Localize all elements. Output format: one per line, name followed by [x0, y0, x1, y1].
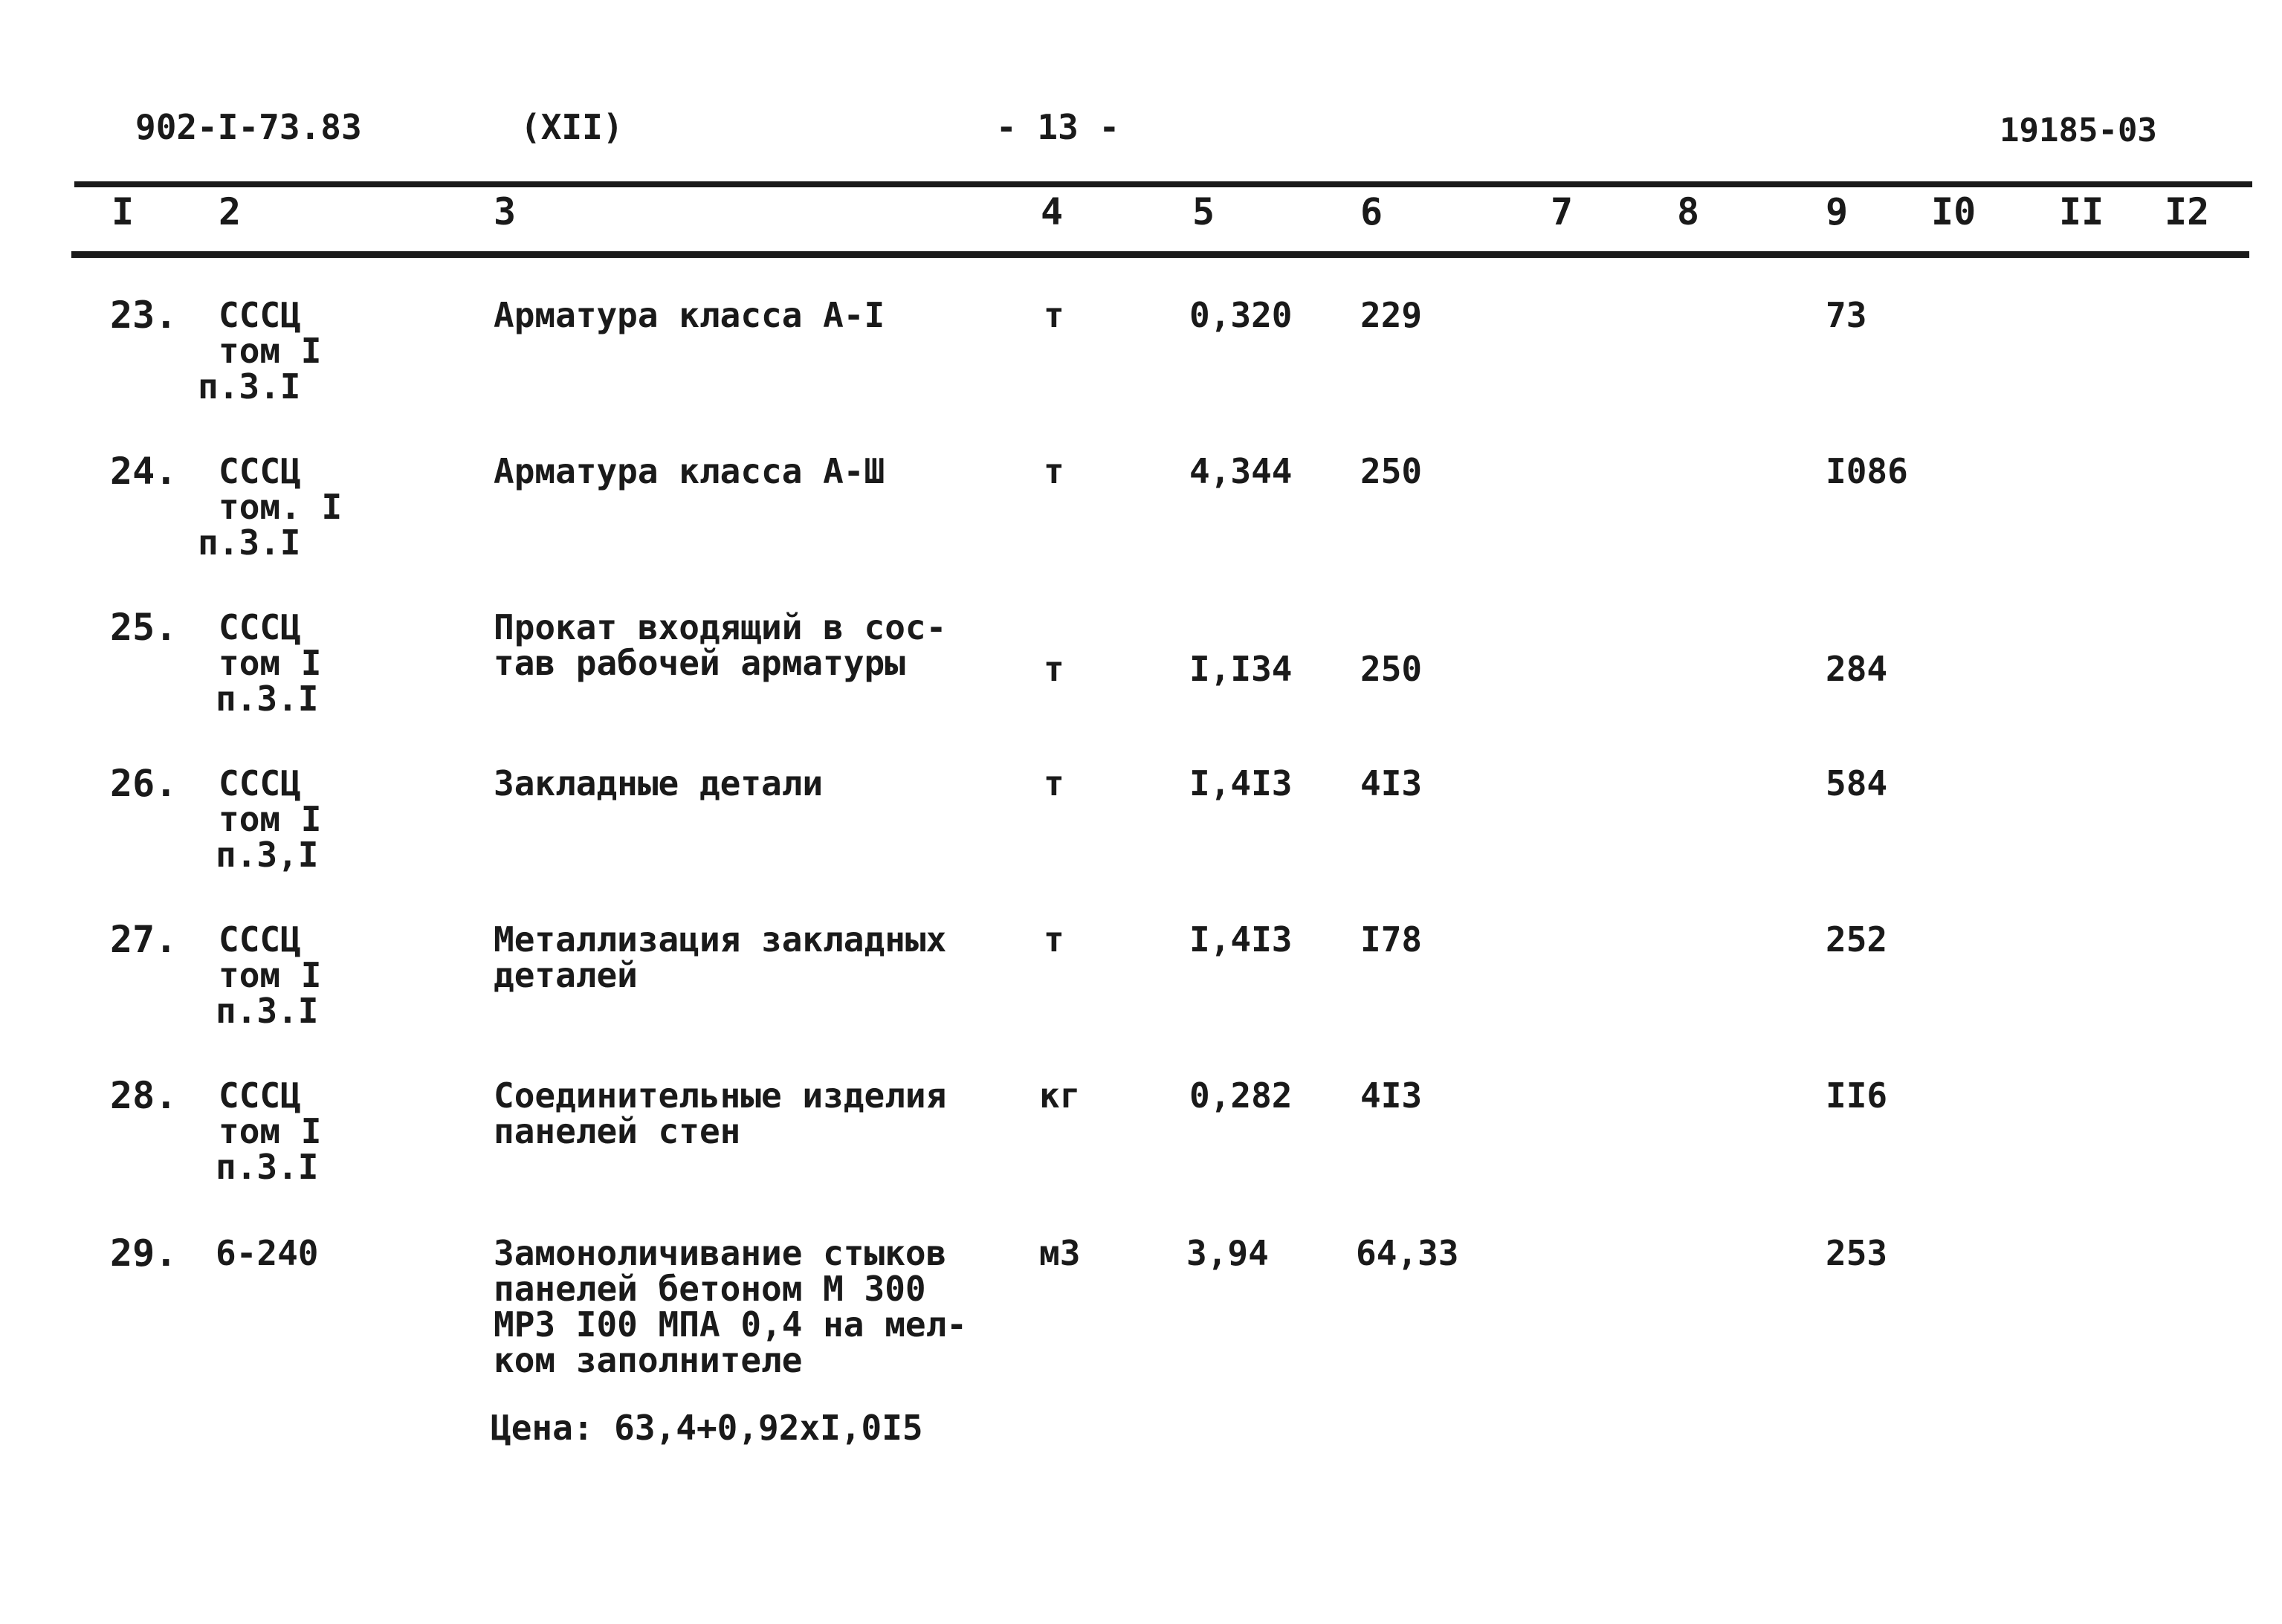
description-cell	[494, 763, 824, 803]
reference-cell	[216, 1075, 322, 1187]
description-line: МРЗ I00 МПА 0,4 на мел-	[494, 1304, 967, 1345]
unit-price-cell: I78	[1360, 919, 1423, 960]
unit-cell: т	[1044, 295, 1064, 335]
reference-line: том I	[219, 955, 322, 995]
description-line: Металлизация закладных	[494, 919, 947, 960]
reference-line: том I	[219, 331, 322, 371]
reference-cell	[198, 295, 322, 407]
column-header: 7	[1551, 190, 1574, 233]
column-header: 2	[219, 190, 242, 233]
column-header: I0	[1931, 190, 1976, 233]
page-number: - 13 -	[996, 107, 1120, 147]
reference-line: том. I	[219, 487, 343, 527]
description-line: Арматура класса А-I	[494, 295, 885, 335]
reference-line: том I	[219, 799, 322, 839]
unit-price-cell: 4I3	[1360, 763, 1423, 803]
price-note: Цена: 63,4+0,92хI,0I5	[491, 1408, 923, 1448]
row-number: 29.	[110, 1232, 178, 1275]
reference-line: СССЦ	[219, 607, 301, 647]
column-header: 4	[1041, 190, 1064, 233]
column-header: 6	[1360, 190, 1383, 233]
description-cell	[494, 609, 946, 681]
total-cell: 253	[1826, 1233, 1888, 1273]
total-cell: II6	[1826, 1075, 1888, 1116]
description-cell	[494, 1235, 967, 1378]
reference-line: том I	[219, 1111, 322, 1151]
total-cell: 284	[1826, 649, 1888, 689]
unit-cell: т	[1044, 451, 1064, 491]
description-cell	[494, 453, 885, 489]
reference-cell	[216, 919, 322, 1031]
table-header-rule	[71, 251, 2249, 258]
reference-line: п.3.I	[216, 991, 319, 1031]
unit-cell: м3	[1039, 1233, 1081, 1273]
total-cell: 73	[1826, 295, 1867, 335]
column-header: II	[2059, 190, 2104, 233]
reference-cell	[216, 1235, 318, 1271]
unit-cell: т	[1044, 919, 1064, 960]
description-line: Прокат входящий в сос-	[494, 607, 947, 647]
row-number: 24.	[110, 450, 178, 493]
unit-cell: т	[1044, 649, 1064, 689]
description-cell	[494, 297, 885, 333]
quantity-cell: I,I34	[1189, 649, 1293, 689]
row-number: 25.	[110, 606, 178, 649]
unit-price-cell: 4I3	[1360, 1075, 1423, 1116]
description-line: тав рабочей арматуры	[494, 643, 905, 683]
reference-line: п.3.I	[216, 1147, 319, 1187]
document-number: 19185-03	[2000, 111, 2157, 149]
document-code: 902-I-73.83	[135, 107, 362, 147]
description-line: Соединительные изделия	[494, 1075, 947, 1116]
quantity-cell: 0,320	[1189, 295, 1293, 335]
description-cell	[494, 1075, 947, 1151]
description-line: Закладные детали	[494, 763, 824, 803]
row-number: 28.	[110, 1074, 178, 1117]
column-header: I2	[2165, 190, 2210, 233]
reference-line: п.3.I	[198, 366, 301, 407]
section-number: (XII)	[520, 107, 624, 147]
column-header: I	[111, 190, 135, 233]
reference-cell	[216, 607, 322, 719]
column-header: 3	[494, 190, 517, 233]
unit-price-cell: 64,33	[1356, 1233, 1459, 1273]
quantity-cell: 4,344	[1189, 451, 1293, 491]
description-line: Замоноличивание стыков	[494, 1233, 947, 1273]
column-header: 5	[1192, 190, 1215, 233]
reference-cell	[216, 763, 322, 875]
row-number: 26.	[110, 762, 178, 805]
reference-line: п.3.I	[198, 523, 301, 563]
reference-cell	[198, 451, 343, 563]
row-number: 27.	[110, 918, 178, 961]
table-top-rule	[74, 181, 2252, 187]
reference-line: СССЦ	[219, 919, 301, 960]
unit-price-cell: 229	[1360, 295, 1423, 335]
quantity-cell: 3,94	[1186, 1233, 1269, 1273]
unit-cell: т	[1044, 763, 1064, 803]
quantity-cell: I,4I3	[1189, 763, 1293, 803]
reference-line: 6-240	[216, 1233, 319, 1273]
reference-line: СССЦ	[219, 1075, 301, 1116]
description-line: Арматура класса А-Ш	[494, 451, 885, 491]
total-cell: I086	[1826, 451, 1908, 491]
reference-line: том I	[219, 643, 322, 683]
reference-line: СССЦ	[219, 451, 301, 491]
unit-cell: кг	[1039, 1075, 1081, 1116]
reference-line: п.3,I	[216, 835, 319, 875]
reference-line: СССЦ	[219, 763, 301, 803]
reference-line: СССЦ	[219, 295, 301, 335]
column-header: 8	[1677, 190, 1700, 233]
reference-line: п.3.I	[216, 679, 319, 719]
description-cell	[494, 919, 947, 995]
row-number: 23.	[110, 294, 178, 337]
total-cell: 252	[1826, 919, 1888, 960]
description-line: ком заполнителе	[494, 1340, 803, 1380]
description-line: деталей	[494, 955, 638, 995]
quantity-cell: 0,282	[1189, 1075, 1293, 1116]
unit-price-cell: 250	[1360, 451, 1423, 491]
total-cell: 584	[1826, 763, 1888, 803]
column-header: 9	[1826, 190, 1849, 233]
quantity-cell: I,4I3	[1189, 919, 1293, 960]
description-line: панелей бетоном М 300	[494, 1269, 926, 1309]
description-line: панелей стен	[494, 1111, 741, 1151]
unit-price-cell: 250	[1360, 649, 1423, 689]
